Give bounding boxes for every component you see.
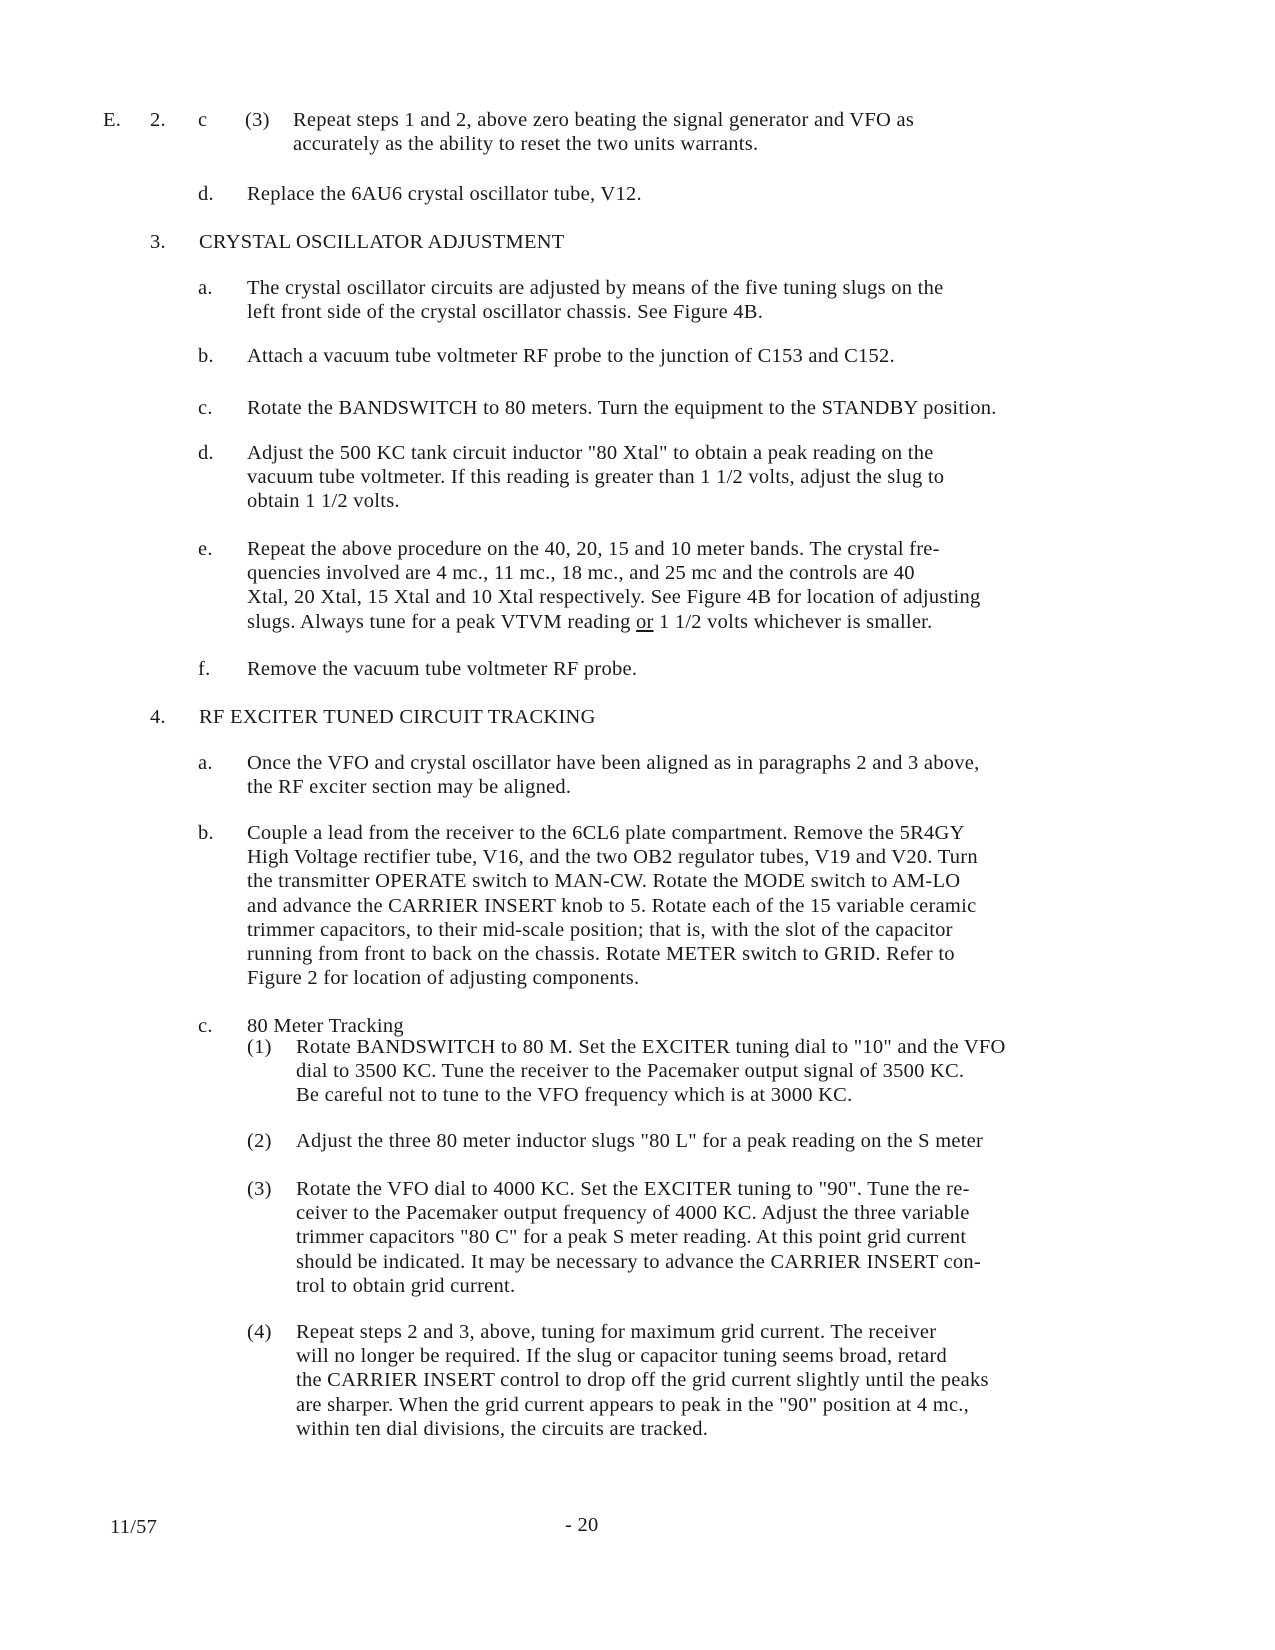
text-line: ceiver to the Pacemaker output frequency of 4000 KC. Adjust the three variable bbox=[296, 1202, 970, 1225]
text-line: the RF exciter section may be aligned. bbox=[247, 776, 572, 799]
text-line: running from front to back on the chassis. Rotate METER switch to GRID. Refer to bbox=[247, 943, 955, 965]
paragraph-label: c. bbox=[198, 397, 213, 419]
text-line: left front side of the crystal oscillator chassis. See Figure 4B. bbox=[247, 301, 764, 324]
paragraph-label: c. bbox=[198, 1015, 213, 1037]
text-line: slugs. Always tune for a peak VTVM reading or 1 1/2 volts whichever is smaller. bbox=[247, 610, 933, 633]
text-line: Rotate BANDSWITCH to 80 M. Set the EXCITER tuning dial to "10" and the VFO bbox=[296, 1036, 1006, 1058]
paragraph-label: d. bbox=[198, 442, 214, 464]
text-line: will no longer be required. If the slug or capacitor tuning seems broad, retard bbox=[296, 1345, 948, 1368]
paragraph-label: (3) bbox=[245, 109, 270, 131]
text-line: trimmer capacitors, to their mid-scale position; that is, with the slot of the capacitor bbox=[247, 918, 953, 941]
text-line: Be careful not to tune to the VFO frequency which is at 3000 KC. bbox=[296, 1084, 853, 1107]
paragraph-label: b. bbox=[198, 822, 214, 844]
text-line: Figure 2 for location of adjusting components. bbox=[247, 967, 640, 990]
text-line: Adjust the three 80 meter inductor slugs "80 L" for a peak reading on the S meter bbox=[296, 1130, 984, 1152]
text-line: accurately as the ability to reset the two units warrants. bbox=[293, 133, 759, 156]
text-line: The crystal oscillator circuits are adjusted by means of the five tuning slugs on the bbox=[247, 277, 944, 299]
paragraph-label: (3) bbox=[247, 1178, 272, 1200]
paragraph-label: (4) bbox=[247, 1321, 272, 1343]
text-line: Replace the 6AU6 crystal oscillator tube, V12. bbox=[247, 183, 642, 205]
text-line: the CARRIER INSERT control to drop off the grid current slightly until the peaks bbox=[296, 1369, 989, 1392]
paragraph-label: 4. bbox=[150, 706, 166, 728]
text-line: and advance the CARRIER INSERT knob to 5. Rotate each of the 15 variable ceramic bbox=[247, 894, 977, 917]
text-line: Couple a lead from the receiver to the 6CL6 plate compartment. Remove the 5R4GY bbox=[247, 822, 965, 844]
text-line: vacuum tube voltmeter. If this reading is greater than 1 1/2 volts, adjust the slug to bbox=[247, 466, 945, 489]
text-line: Adjust the 500 KC tank circuit inductor "80 Xtal" to obtain a peak reading on the bbox=[247, 442, 934, 464]
text-line: quencies involved are 4 mc., 11 mc., 18 mc., and 25 mc and the controls are 40 bbox=[247, 562, 915, 585]
text-line: are sharper. When the grid current appears to peak in the "90" position at 4 mc., bbox=[296, 1393, 970, 1416]
paragraph-label: a. bbox=[198, 277, 213, 299]
text-line: RF EXCITER TUNED CIRCUIT TRACKING bbox=[199, 706, 596, 728]
paragraph-label: (2) bbox=[247, 1130, 272, 1152]
text-line: CRYSTAL OSCILLATOR ADJUSTMENT bbox=[199, 231, 565, 253]
text-line: Repeat the above procedure on the 40, 20, 15 and 10 meter bands. The crystal fre- bbox=[247, 538, 940, 560]
text-line: Repeat steps 2 and 3, above, tuning for maximum grid current. The receiver bbox=[296, 1321, 937, 1343]
paragraph-label: f. bbox=[198, 658, 211, 680]
text-line: dial to 3500 KC. Tune the receiver to the Pacemaker output signal of 3500 KC. bbox=[296, 1060, 965, 1083]
paragraph-label: e. bbox=[198, 538, 213, 560]
footer-date: 11/57 bbox=[110, 1516, 158, 1538]
paragraph-label: d. bbox=[198, 183, 214, 205]
text-line: Attach a vacuum tube voltmeter RF probe to the junction of C153 and C152. bbox=[247, 345, 895, 367]
emphasis-or: or bbox=[635, 610, 654, 633]
paragraph-label: c bbox=[198, 109, 208, 131]
text-line: trol to obtain grid current. bbox=[296, 1274, 516, 1297]
text-line: Rotate the VFO dial to 4000 KC. Set the EXCITER tuning to "90". Tune the re- bbox=[296, 1178, 970, 1200]
text-line: High Voltage rectifier tube, V16, and the two OB2 regulator tubes, V19 and V20. Turn bbox=[247, 846, 978, 869]
text-line: Once the VFO and crystal oscillator have been aligned as in paragraphs 2 and 3 above, bbox=[247, 752, 980, 774]
text-line: obtain 1 1/2 volts. bbox=[247, 490, 400, 513]
paragraph-label: b. bbox=[198, 345, 214, 367]
text-line: trimmer capacitors "80 C" for a peak S meter reading. At this point grid current bbox=[296, 1226, 967, 1249]
text-line: Repeat steps 1 and 2, above zero beating the signal generator and VFO as bbox=[293, 109, 915, 131]
text-line: the transmitter OPERATE switch to MAN-CW. Rotate the MODE switch to AM-LO bbox=[247, 870, 961, 893]
text-line: within ten dial divisions, the circuits are tracked. bbox=[296, 1417, 709, 1440]
text-line: Remove the vacuum tube voltmeter RF probe. bbox=[247, 658, 638, 680]
paragraph-label: E. bbox=[103, 109, 122, 131]
text-line: Xtal, 20 Xtal, 15 Xtal and 10 Xtal respectively. See Figure 4B for location of adjusting bbox=[247, 586, 981, 609]
text-line: should be indicated. It may be necessary to advance the CARRIER INSERT con- bbox=[296, 1250, 981, 1273]
text-line: Rotate the BANDSWITCH to 80 meters. Turn the equipment to the STANDBY position. bbox=[247, 397, 997, 419]
text-line: 80 Meter Tracking bbox=[247, 1015, 404, 1037]
page-number: - 20 bbox=[565, 1514, 599, 1536]
paragraph-label: 3. bbox=[150, 231, 166, 253]
paragraph-label: 2. bbox=[150, 109, 166, 131]
paragraph-label: a. bbox=[198, 752, 213, 774]
paragraph-label: (1) bbox=[247, 1036, 272, 1058]
